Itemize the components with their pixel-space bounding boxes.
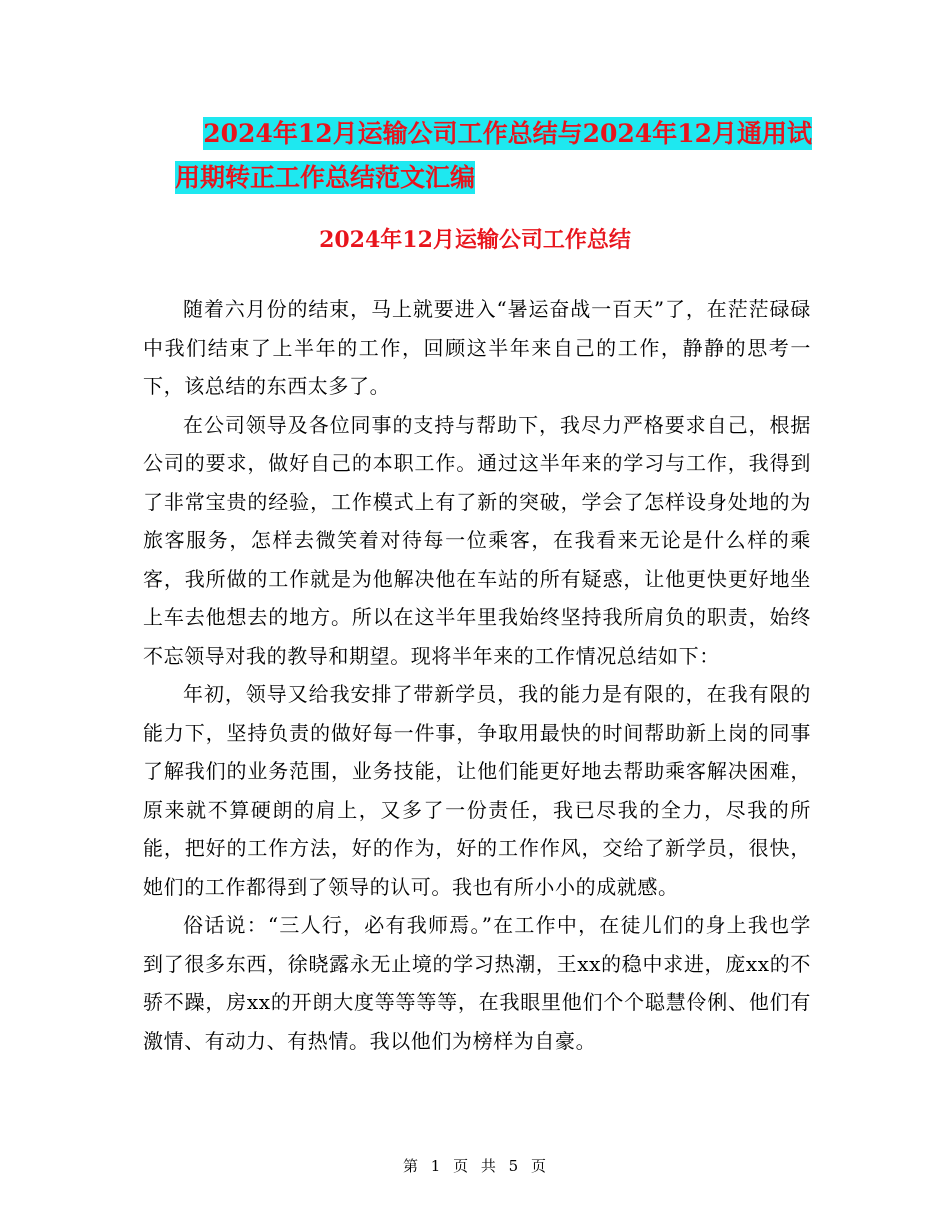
document-title-line1: 2024年12月运输公司工作总结与2024年12月通用试 — [203, 119, 812, 148]
section-title: 2024年12月运输公司工作总结 — [319, 227, 631, 253]
page-footer: 第 1 页 共 5 页 — [403, 1157, 547, 1175]
body-paragraph: 随着六月份的结束，马上就要进入“暑运奋战一百天”了，在茫茫碌碌中我们结束了上半年的工作，回顾这半年来自己的工作，静静的思考一下，该总结的东西太多了。 — [143, 297, 811, 398]
document-title — [140, 112, 820, 200]
body-paragraph: 在公司领导及各位同事的支持与帮助下，我尽力严格要求自己，根据公司的要求，做好自己的本职工作。通过这半年来的学习与工作，我得到了非常宝贵的经验，工作模式上有了新的突破，学会了怎样设身处地的为旅客服务，怎样去微笑着对待每一位乘客，在我看来无论是什么样的乘客，我所做的工作就是为他解决他在车站的所有疑惑，让他更快更好地坐上车去他想去的地方。所以在这半年里我始终坚持我所肩负的职责，始终不忘领导对我的教导和期望。现将半年来的工作情况总结如下： — [143, 412, 811, 668]
document-body — [143, 290, 811, 1060]
body-paragraph: 年初，领导又给我安排了带新学员，我的能力是有限的，在我有限的能力下，坚持负责的做好每一件事，争取用最快的时间帮助新上岗的同事了解我们的业务范围，业务技能，让他们能更好地去帮助乘客解决困难，原来就不算硬朗的肩上，又多了一份责任，我已尽我的全力，尽我的所能，把好的工作方法，好的作为，好的工作作风，交给了新学员，很快，她们的工作都得到了领导的认可。我也有所小小的成就感。 — [143, 682, 811, 899]
document-title-line2: 用期转正工作总结范文汇编 — [175, 163, 476, 192]
body-paragraph: 俗话说：“三人行，必有我师焉。”在工作中，在徒儿们的身上我也学到了很多东西，徐晓露永无止境的学习热潮，王xx的稳中求进，庞xx的不骄不躁，房xx的开朗大度等等等等，在我眼里他们个个聪慧伶俐、他们有激情、有动力、有热情。我以他们为榜样为自豪。 — [143, 913, 811, 1053]
